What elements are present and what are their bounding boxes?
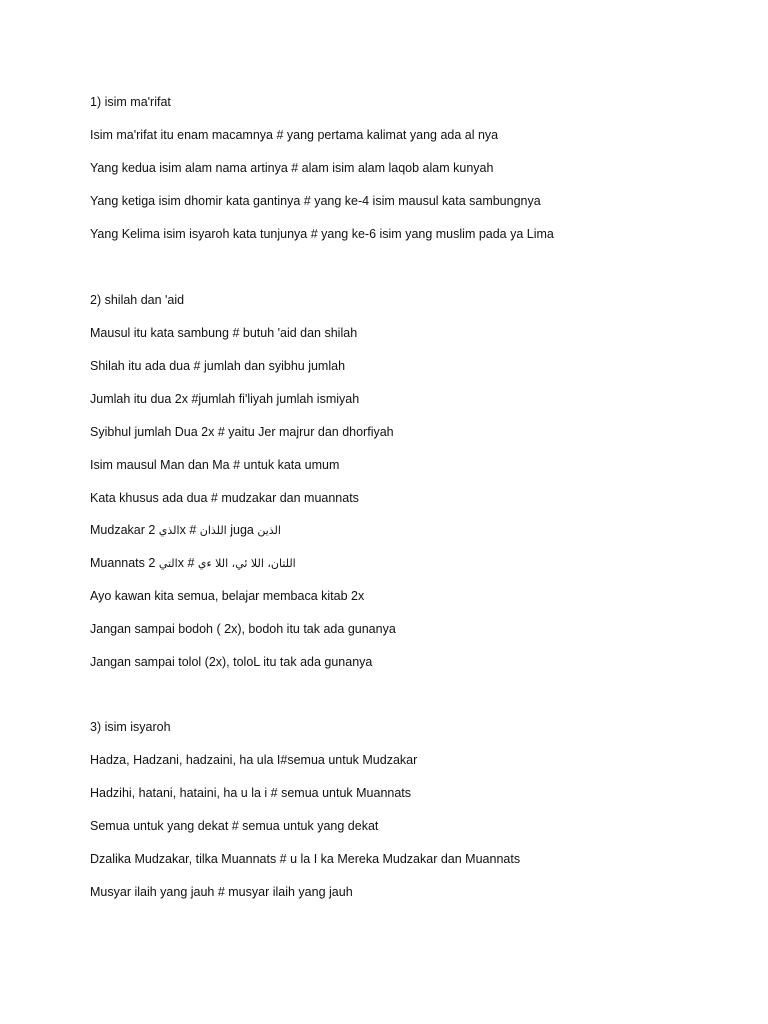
muannats-arabic-2: اللتان، اللا ئي، اللا ءي (197, 557, 296, 570)
section-1-heading: 1) isim ma'rifat (90, 95, 171, 109)
section-2-closing-2: Jangan sampai bodoh ( 2x), bodoh itu tak ada gunanya (90, 622, 396, 636)
section-1-line-1: Isim ma'rifat itu enam macamnya # yang pertama kalimat yang ada al nya (90, 128, 499, 142)
section-1-line-2: Yang kedua isim alam nama artinya # alam isim alam laqob alam kunyah (90, 161, 494, 175)
mudzakar-arabic-2: اللذان (199, 524, 227, 537)
mudzakar-mid: x # (179, 523, 197, 537)
section-1-line-4: Yang Kelima isim isyaroh kata tunjunya # yang ke-6 isim yang muslim pada ya Lima (90, 227, 554, 241)
section-2-line-1: Mausul itu kata sambung # butuh 'aid dan shilah (90, 326, 358, 340)
section-2-line-2: Shilah itu ada dua # jumlah dan syibhu jumlah (90, 359, 346, 373)
mudzakar-label: Mudzakar 2 (90, 523, 156, 537)
section-2-closing-3: Jangan sampai tolol (2x), toloL itu tak ada gunanya (90, 655, 373, 669)
section-2-line-4: Syibhul jumlah Dua 2x # yaitu Jer majrur dan dhorfiyah (90, 425, 394, 439)
mudzakar-juga: juga (230, 523, 254, 537)
section-3-line-5: Musyar ilaih yang jauh # musyar ilaih yang jauh (90, 885, 353, 899)
section-1-line-3: Yang ketiga isim dhomir kata gantinya # yang ke-4 isim mausul kata sambungnya (90, 194, 541, 208)
section-3-heading: 3) isim isyaroh (90, 720, 171, 734)
section-2-heading: 2) shilah dan 'aid (90, 293, 185, 307)
mudzakar-arabic-3: الذين (257, 524, 281, 537)
section-2-line-3: Jumlah itu dua 2x #jumlah fi'liyah jumlah ismiyah (90, 392, 360, 406)
muannats-label: Muannats 2 (90, 556, 156, 570)
section-3-line-1: Hadza, Hadzani, hadzaini, ha ula I#semua untuk Mudzakar (90, 753, 418, 767)
section-2-line-6: Kata khusus ada dua # mudzakar dan muannats (90, 491, 359, 505)
section-3-line-4: Dzalika Mudzakar, tilka Muannats # u la I ka Mereka Mudzakar dan Muannats (90, 852, 521, 866)
muannats-arabic-1: التي (158, 557, 178, 570)
muannats-mid: x # (177, 556, 195, 570)
section-2-closing-1: Ayo kawan kita semua, belajar membaca kitab 2x (90, 589, 365, 603)
section-3-line-3: Semua untuk yang dekat # semua untuk yang dekat (90, 819, 379, 833)
section-3-line-2: Hadzihi, hatani, hataini, ha u la i # semua untuk Muannats (90, 786, 412, 800)
muannats-line (90, 555, 296, 572)
section-2-line-5: Isim mausul Man dan Ma # untuk kata umum (90, 458, 340, 472)
mudzakar-line (90, 522, 281, 539)
mudzakar-arabic-1: الذي (158, 524, 180, 537)
